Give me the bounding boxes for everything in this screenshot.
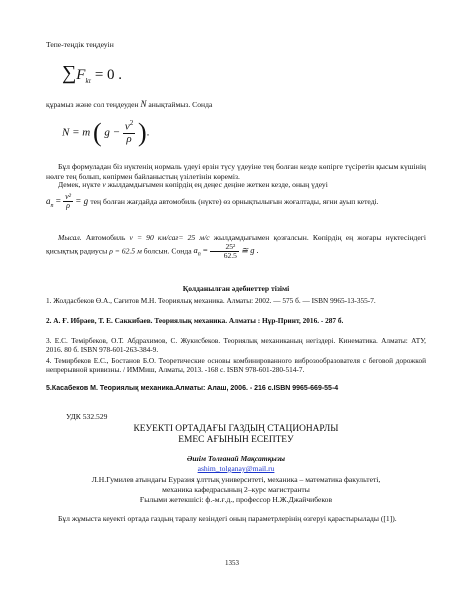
equation-example bbox=[193, 242, 259, 260]
eq3-rhs: = g bbox=[75, 195, 89, 206]
eq4-numerator: 25² bbox=[210, 243, 239, 252]
author-email-row bbox=[46, 464, 426, 474]
demek-b: жылдамдығымен көпірдің ең деңес деңіне жеткен кезде, оның үдеуі bbox=[107, 180, 328, 189]
eq4-sub: n bbox=[197, 252, 201, 259]
demek-v: v bbox=[102, 180, 106, 189]
eq4-rhs: ≅ g . bbox=[241, 245, 259, 256]
example-b: жылдамдығымен қозғалсын. Көпірдің ең жоғары нүктесіндегі қисықтық радиусы bbox=[46, 233, 426, 256]
article-title-line1: КЕУЕКТІ ОРТАДАҒЫ ГАЗДЫҢ СТАЦИОНАРЛЫ bbox=[133, 424, 339, 434]
example-speed: v = 90 км/сағ= 25 м/с bbox=[129, 233, 210, 242]
reference-4: 4. Темирбеков Е.С., Бостанов Б.О. Теоретические основы комбинированного виброзообразователя с беговой дорожкой непрерывной кривизны. / ИММиш, Алматы, 2013. -168 с. ISBN 978-601-280-514-7. bbox=[46, 356, 426, 375]
author-name: Әшім Толғанай Мақсатқызы bbox=[186, 454, 286, 463]
eq2-lhs: N = m bbox=[62, 126, 91, 139]
paragraph-example bbox=[46, 232, 426, 261]
eq3-numerator: v² bbox=[65, 192, 72, 201]
eq4-denominator: 62.5 bbox=[223, 250, 237, 260]
eq1-rhs: = 0 . bbox=[94, 67, 123, 83]
reference-3: 3. Е.С. Темірбеков, О.Т. Абдрахимов, С. Жукисбеков. Теориялық механиканың негіздері. Кинематика. Алматы: АТУ, 2016. 80 б. ISBN 978-601-263-384-9. bbox=[46, 336, 426, 355]
example-c: болсын. Сонда bbox=[143, 246, 192, 256]
eq3-eq: = bbox=[55, 195, 61, 206]
eq2-left-paren: ( bbox=[92, 118, 102, 147]
example-a: Автомобиль bbox=[85, 233, 126, 242]
derive-tail: анықтаймыз. Сонда bbox=[148, 100, 213, 109]
eq3-fraction bbox=[63, 193, 73, 211]
example-radius: ρ = 62.5 м bbox=[109, 246, 142, 256]
article-title-line2: ЕМЕС АҒЫНЫН ЕСЕПТЕУ bbox=[178, 435, 294, 445]
eq3-sub: n bbox=[50, 202, 54, 209]
equation-equilibrium bbox=[62, 62, 122, 85]
eq3-a: a bbox=[46, 195, 51, 206]
derive-variable: N bbox=[140, 99, 147, 109]
references-heading: Қолданылған әдебиеттер тізімі bbox=[182, 284, 290, 293]
example-label: Мысал. bbox=[58, 233, 82, 242]
eq2-tail: . bbox=[146, 126, 150, 139]
paragraph-intro: Тепе-теңдік теңдеуін bbox=[46, 40, 114, 49]
page-number: 1353 bbox=[225, 559, 239, 567]
eq1-force: F bbox=[76, 67, 86, 83]
derive-text: құрамыз және сол теңдеуден bbox=[46, 100, 139, 109]
eq1-subscript: kτ bbox=[85, 77, 92, 85]
affiliation-line2: механика кафедрасының 2–курс магистранты bbox=[162, 485, 310, 494]
eq4-eq: = bbox=[202, 245, 208, 256]
eq2-exponent: 2 bbox=[129, 119, 134, 128]
paragraph-demek bbox=[46, 180, 426, 190]
author-email-link[interactable]: ashim_tolganay@mail.ru bbox=[197, 464, 275, 473]
paragraph-abstract: Бұл жұмыста кеуекті ортада газдың таралу кезіндегі оның параметрлерінің өзгеруі қарастырылады ([1]). bbox=[58, 514, 397, 523]
eq2-g: g − bbox=[104, 126, 121, 139]
reference-5: 5.Касабеков М. Теориялық механика.Алматы: Алаш, 2006. - 216 с.ISBN 9965-669-55-4 bbox=[46, 385, 339, 392]
demek-c: тең болған жағдайда автомобиль (нүкте) өз орнықтылығын жоғалтады, яғни ауып кетеді. bbox=[90, 196, 379, 206]
eq2-numerator: v bbox=[124, 120, 130, 133]
paragraph-demek-cont bbox=[46, 193, 426, 212]
demek-a: Демек, нүкте bbox=[58, 180, 101, 189]
eq2-denominator: ρ bbox=[126, 133, 132, 146]
affiliation-line1: Л.Н.Гумилев атындағы Еуразия ұлттық университеті, механика – математика факультеті, bbox=[91, 475, 381, 484]
eq4-a: a bbox=[193, 245, 198, 256]
equation-normal-force bbox=[62, 118, 149, 148]
udk-code: УДК 532.529 bbox=[66, 412, 108, 421]
paragraph-derive bbox=[46, 100, 426, 110]
eq4-fraction bbox=[210, 243, 239, 260]
reference-2: 2. А. Ғ. Ибраев, Т. Е. Саккибаев. Теориялық механика. Алматы : Нұр-Принт, 2016. - 287 б. bbox=[46, 316, 344, 325]
paragraph-formula: Бұл формуладан біз нүктенің нормаль үдеуі ерзін түсу үдеуіне тең болған кезде көпірге түсіретін қысым күшінің нөлге тең болып, көпірмен байланыстың үзілетінін көреміз. bbox=[46, 162, 426, 181]
eq2-fraction bbox=[123, 120, 135, 146]
eq2-right-paren: ) bbox=[137, 118, 147, 147]
sum-symbol: ∑ bbox=[62, 62, 77, 84]
supervisor-line: Ғылыми жетекшісі: ф.-м.ғ.д., профессор Н.Ж.Джайчибеков bbox=[139, 495, 333, 504]
reference-1: 1. Жолдасбеков Ө.А., Сағитов М.Н. Теориялық механика. Алматы: 2002. — 575 б. — ISBN 9965-13-355-7. bbox=[46, 296, 376, 305]
equation-critical bbox=[46, 192, 90, 211]
eq3-denominator: ρ bbox=[66, 201, 70, 211]
